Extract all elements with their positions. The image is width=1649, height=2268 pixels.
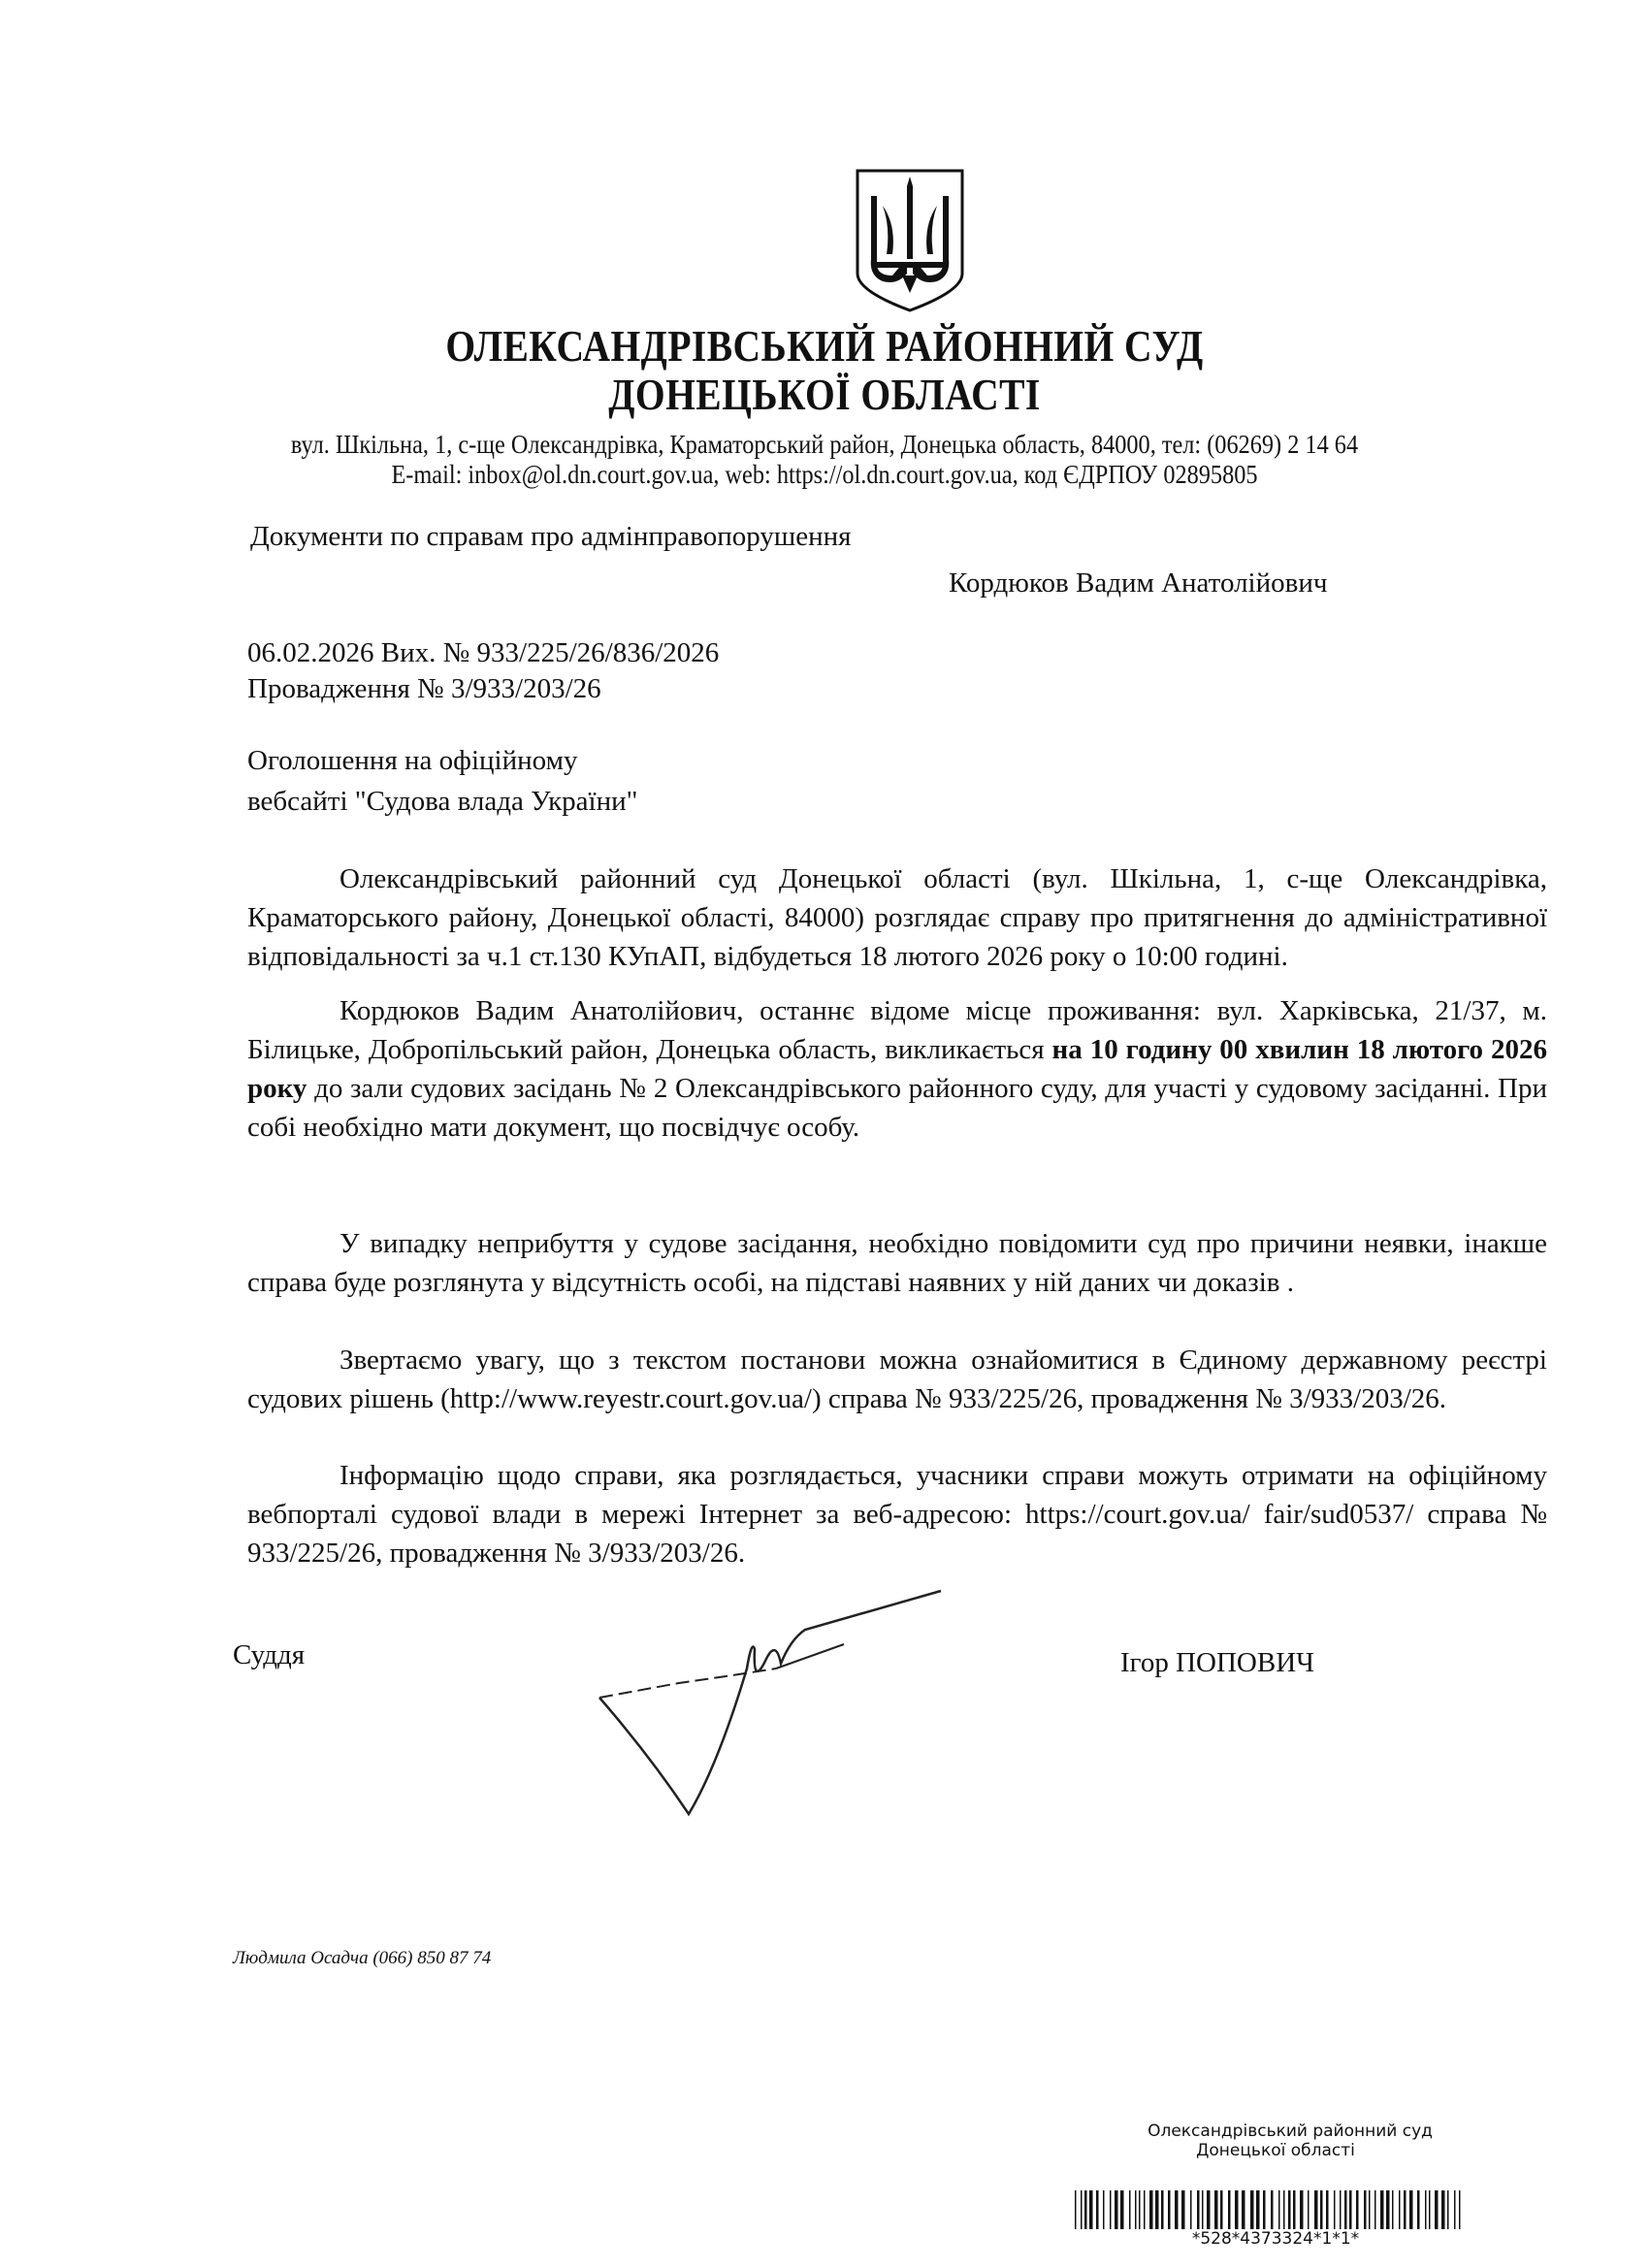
document-subject: Документи по справам про адмінправопорушення	[250, 521, 852, 552]
barcode-bar	[1399, 2190, 1401, 2229]
barcode-bar	[1256, 2190, 1260, 2229]
barcode-bar	[1139, 2190, 1141, 2229]
outgoing-number: 06.02.2026 Вих. № 933/225/26/836/2026	[247, 637, 720, 668]
barcode-bar	[1242, 2190, 1245, 2229]
barcode-bar	[1454, 2190, 1456, 2229]
barcode-bar	[1380, 2190, 1384, 2229]
barcode-bar	[1168, 2190, 1171, 2229]
barcode-bar	[1288, 2190, 1291, 2229]
barcode-bar	[1404, 2190, 1406, 2229]
barcode-bar	[1235, 2190, 1239, 2229]
barcode-bar	[1175, 2190, 1179, 2229]
barcode-bar	[1202, 2190, 1204, 2229]
summons-text: Кордюков Вадим Анатолійович, останнє відоме місце проживання: вул. Харківська, 21/37, м. Білицьке, Добропільський район, Донецька область, викликається	[247, 995, 1547, 1065]
barcode-bar	[1340, 2190, 1342, 2229]
barcode-bar	[1425, 2190, 1427, 2229]
barcode-label-line2: Донецької області	[1196, 2141, 1355, 2160]
barcode-bar	[1293, 2190, 1296, 2229]
paragraph-hearing: Олександрівський районний суд Донецької області (вул. Шкільна, 1, с-ще Олександрівка, Краматорського району, Донецької області, 84000) розглядає справу про притягнення до адміністративної відповідальності за ч.1 ст.130 КУпАП, відбудеться 18 лютого 2026 року о 10:00 годині.	[247, 863, 1547, 972]
barcode-bar	[1096, 2190, 1099, 2229]
barcode-bar	[1207, 2190, 1211, 2229]
court-name-line1: ОЛЕКСАНДРІВСЬКИЙ РАЙОННИЙ СУД	[445, 321, 1204, 371]
barcode-bar	[1181, 2190, 1185, 2229]
paragraph-registry: Звертаємо увагу, що з текстом постанови можна ознайомитися в Єдиному державному реєстрі судових рішень (http://www.reyestr.court.gov.ua/) справа № 933/225/26, провадження № 3/933/203/26.	[247, 1345, 1547, 1414]
barcode-bar	[1314, 2190, 1318, 2229]
court-name-line2: ДОНЕЦЬКОЇ ОБЛАСТІ	[608, 370, 1041, 419]
barcode-bar	[1120, 2190, 1124, 2229]
barcode-bar	[1155, 2190, 1159, 2229]
paragraph-summons	[247, 991, 1547, 1147]
barcode-bar	[1392, 2190, 1394, 2229]
paragraph-absence: У випадку неприбуття у судове засідання, необхідно повідомити суд про причини неявки, інакше справа буде розглянута у відсутність особі, на підставі наявних у ній даних чи доказів .	[247, 1228, 1547, 1298]
barcode-bar	[1081, 2190, 1083, 2229]
barcode-bar	[1356, 2190, 1359, 2229]
barcode-bar	[1115, 2190, 1118, 2229]
barcode-bar	[1129, 2190, 1131, 2229]
summons-time: на 10 годину 00 хвилин 18 лютого 2026 року	[247, 1034, 1547, 1104]
barcode-bar	[1190, 2190, 1192, 2229]
barcode-bar	[1149, 2190, 1153, 2229]
barcode-bar	[1386, 2190, 1390, 2229]
court-address: вул. Шкільна, 1, с-ще Олександрівка, Краматорський район, Донецька область, 84000, тел: (06269) 2 14 64	[290, 430, 1359, 459]
barcode-bar	[1344, 2190, 1347, 2229]
announcement-line2: вебсайті "Судова влада України"	[247, 786, 638, 817]
announcement-line1: Оголошення на офіційному	[247, 745, 578, 776]
barcode-bar	[1409, 2190, 1413, 2229]
barcode-bar	[1320, 2190, 1323, 2229]
barcode-bar	[1447, 2190, 1449, 2229]
barcode-bar	[1161, 2190, 1164, 2229]
handwritten-signature	[582, 1571, 970, 1833]
barcode-bar	[1417, 2190, 1420, 2229]
barcode-label-line1: Олександрівський районний суд	[1148, 2122, 1433, 2141]
barcode-bar	[1435, 2190, 1439, 2229]
barcode-bar	[1271, 2190, 1274, 2229]
barcode-bar	[1349, 2190, 1352, 2229]
signature-name: Ігор ПОПОВИЧ	[1120, 1647, 1314, 1678]
barcode-bar	[1429, 2190, 1431, 2229]
barcode-bar	[1228, 2190, 1231, 2229]
barcode-bar	[1308, 2190, 1310, 2229]
barcode-bar	[1214, 2190, 1218, 2229]
barcode-bar	[1278, 2190, 1280, 2229]
summons-text-end: до зали судових засідань № 2 Олександрівського районного суду, для участі у судовому засіданні. При собі необхідно мати документ, що посвідчує особу.	[247, 1073, 1547, 1143]
barcode-bar	[1197, 2190, 1200, 2229]
barcode	[1075, 2190, 1468, 2229]
court-contacts: E-mail: inbox@ol.dn.court.gov.ua, web: https://ol.dn.court.gov.ua, код ЄДРПОУ 02895805	[391, 460, 1258, 489]
barcode-bar	[1220, 2190, 1223, 2229]
addressee-name: Кордюков Вадим Анатолійович	[949, 567, 1328, 599]
executor-contact: Людмила Осадча (066) 850 87 74	[233, 1948, 492, 1968]
barcode-bar	[1369, 2190, 1371, 2229]
barcode-number: *528*4373324*1*1*	[1191, 2229, 1360, 2249]
barcode-bar	[1103, 2190, 1105, 2229]
barcode-bar	[1110, 2190, 1112, 2229]
barcode-bar	[1084, 2190, 1087, 2229]
barcode-bar	[1075, 2190, 1077, 2229]
barcode-bar	[1300, 2190, 1304, 2229]
barcode-bar	[1250, 2190, 1254, 2229]
trident-emblem-icon	[854, 167, 966, 312]
barcode-bar	[1326, 2190, 1329, 2229]
barcode-bar	[1263, 2190, 1266, 2229]
barcode-bar	[1089, 2190, 1093, 2229]
barcode-bar	[1374, 2190, 1376, 2229]
barcode-bar	[1135, 2190, 1137, 2229]
barcode-bar	[1441, 2190, 1445, 2229]
proceeding-number: Провадження № 3/933/203/26	[247, 673, 601, 704]
signature-position: Суддя	[233, 1639, 306, 1670]
barcode-bar	[1459, 2190, 1461, 2229]
barcode-bar	[1364, 2190, 1367, 2229]
paragraph-portal: Інформацію щодо справи, яка розглядається, учасники справи можуть отримати на офіційному вебпорталі судової влади в мережі Інтернет за веб-адресою: https://court.gov.ua/ fair/sud0537/ справа № 933/225/26, провадження № 3/933/203/26.	[247, 1460, 1547, 1569]
barcode-bar	[1334, 2190, 1336, 2229]
barcode-bar	[1283, 2190, 1285, 2229]
barcode-bar	[1144, 2190, 1146, 2229]
